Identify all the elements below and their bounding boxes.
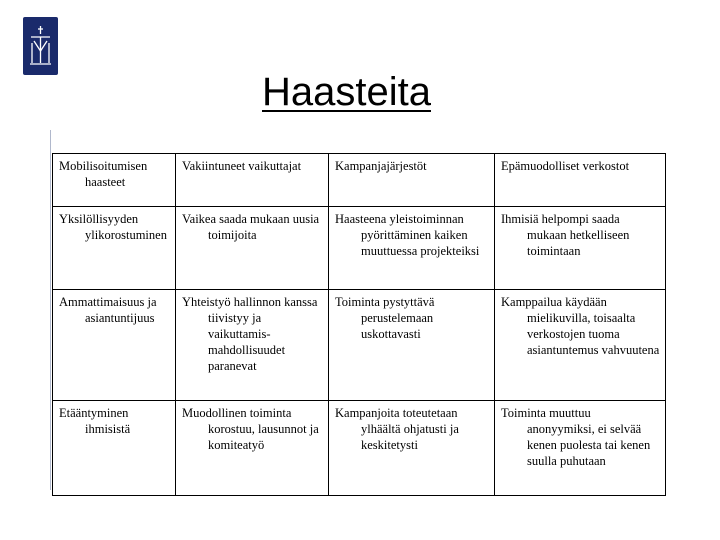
table-cell bbox=[53, 290, 176, 401]
header-cell bbox=[329, 154, 495, 207]
challenges-table bbox=[52, 153, 666, 496]
left-rule bbox=[50, 130, 51, 490]
table-cell bbox=[176, 207, 329, 290]
table-row bbox=[53, 401, 666, 496]
cell-text: Ammattimaisuus ja asiantuntijuus bbox=[59, 295, 157, 325]
logo bbox=[23, 17, 58, 75]
cell-text: Haasteena yleistoiminnan pyörittäminen kaiken muuttuessa projekteiksi bbox=[335, 212, 480, 258]
cell-text: Kamppailua käydään mielikuvilla, toisaalta verkostojen tuoma asiantuntemus vahvuutena bbox=[501, 295, 660, 357]
cell-text: Ihmisiä helpompi saada mukaan hetkelliseen toimintaan bbox=[501, 212, 630, 258]
table-row bbox=[53, 290, 666, 401]
cell-text: Toiminta muuttuu anonyymiksi, ei selvää kenen puolesta tai kenen suulla puhutaan bbox=[501, 406, 651, 468]
table-cell bbox=[329, 207, 495, 290]
table-cell bbox=[176, 401, 329, 496]
header-cell bbox=[53, 154, 176, 207]
table-row bbox=[53, 207, 666, 290]
table-cell bbox=[329, 290, 495, 401]
table-cell bbox=[53, 401, 176, 496]
header-label: Kampanjajärjestöt bbox=[335, 159, 427, 173]
cell-text: Toiminta pystyttävä perustelemaan uskottavasti bbox=[335, 295, 435, 341]
table-header-row bbox=[53, 154, 666, 207]
cell-text: Etääntyminen ihmisistä bbox=[59, 406, 131, 436]
cell-text: Muodollinen toiminta korostuu, lausunnot ja komiteatyö bbox=[182, 406, 319, 452]
page-title: Haasteita bbox=[262, 70, 431, 114]
table-cell bbox=[53, 207, 176, 290]
table-cell bbox=[176, 290, 329, 401]
table-cell bbox=[329, 401, 495, 496]
cell-text: Yhteistyö hallinnon kanssa tiivistyy ja vaikuttamis-mahdollisuudet paranevat bbox=[182, 295, 318, 373]
table-cell bbox=[495, 207, 666, 290]
header-cell bbox=[176, 154, 329, 207]
page-title-container bbox=[262, 70, 431, 115]
table-cell bbox=[495, 401, 666, 496]
column-logo-icon bbox=[23, 17, 58, 75]
header-label: Mobilisoitumisen haasteet bbox=[59, 159, 148, 189]
cell-text: Vaikea saada mukaan uusia toimijoita bbox=[182, 212, 320, 242]
cell-text: Kampanjoita toteutetaan ylhäältä ohjatusti ja keskitetysti bbox=[335, 406, 459, 452]
cell-text: Yksilöllisyyden ylikorostuminen bbox=[59, 212, 167, 242]
table-cell bbox=[495, 290, 666, 401]
header-label: Vakiintuneet vaikuttajat bbox=[182, 159, 302, 173]
header-cell bbox=[495, 154, 666, 207]
header-label: Epämuodolliset verkostot bbox=[501, 159, 630, 173]
